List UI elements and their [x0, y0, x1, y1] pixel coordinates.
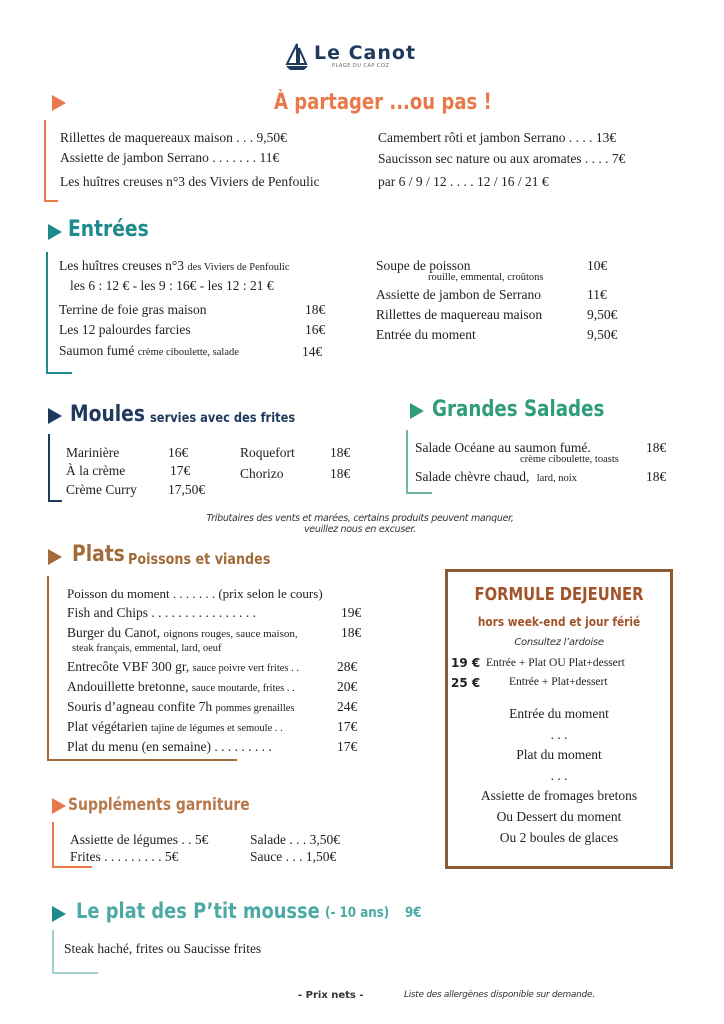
- entree-detail: rouille, emmental, croûtons: [428, 272, 544, 283]
- logo-tagline: PLAGE DU CAP COZ: [332, 63, 390, 69]
- formule-price: 25 €: [451, 676, 481, 690]
- formule-price: 19 €: [451, 656, 481, 670]
- entree-item: Saumon fumé crème ciboulette, salade: [59, 343, 239, 358]
- salades-title: Grandes Salades: [432, 397, 605, 422]
- supplement-item: Sauce . . . 1,50€: [250, 849, 337, 864]
- entree-price: 11€: [587, 287, 607, 302]
- moules-bracket: [48, 434, 62, 502]
- moule-item: Marinière: [66, 445, 120, 460]
- salade-price: 18€: [646, 469, 667, 484]
- plats-title: Plats: [72, 542, 125, 567]
- ptit-mousse-price: 9€: [405, 905, 422, 921]
- moules-subtitle: servies avec des frites: [150, 411, 296, 426]
- moule-item: À la crème: [66, 463, 126, 478]
- sailboat-icon: [284, 42, 310, 72]
- partager-right-item: Camembert rôti et jambon Serrano . . . . 13€: [378, 130, 617, 145]
- salade-price: 18€: [646, 440, 667, 455]
- logo: [284, 42, 444, 72]
- formule-line: . . .: [550, 768, 568, 783]
- entree-item: les 6 : 12 € - les 9 : 16€ - les 12 : 21 €: [70, 278, 274, 293]
- salade-item: Salade Océane au saumon fumé.: [415, 440, 591, 455]
- entree-item: Les 12 palourdes farcies: [59, 322, 191, 337]
- partager-bracket: [44, 120, 58, 202]
- plat-item: Fish and Chips . . . . . . . . . . . . . . . .: [67, 605, 257, 620]
- entree-item: Entrée du moment: [376, 327, 476, 342]
- entree-item: Les huîtres creuses n°3 des Viviers de Penfoulic: [59, 258, 290, 273]
- ptit-mousse-heading: [76, 899, 363, 923]
- salade-detail: crème ciboulette, toasts: [520, 454, 619, 465]
- moule-item: Roquefort: [240, 445, 295, 460]
- formule-line: Ou 2 boules de glaces: [499, 830, 619, 845]
- formule-note: Consultez l’ardoise: [514, 637, 604, 648]
- supplements-title: Suppléments garniture: [68, 795, 250, 815]
- supplement-item: Salade . . . 3,50€: [250, 832, 340, 847]
- plat-price: 19€: [341, 605, 362, 620]
- plats-arrow-icon: [48, 549, 62, 565]
- entree-item: Soupe de poisson: [376, 258, 471, 273]
- formule-price-label: Entrée + Plat+dessert: [509, 676, 608, 688]
- formule-line: . . .: [550, 727, 568, 742]
- entree-price: 9,50€: [587, 307, 618, 322]
- entree-price: 10€: [587, 258, 608, 273]
- plat-price: 20€: [337, 679, 358, 694]
- partager-left-item: Assiette de jambon Serrano . . . . . . . 11€: [60, 150, 280, 165]
- plats-subtitle: Poissons et viandes: [128, 550, 271, 568]
- formule-line: Assiette de fromages bretons: [480, 788, 638, 803]
- plat-item: Andouillette bretonne, sauce moutarde, frites . .: [67, 679, 295, 694]
- entree-item: Assiette de jambon de Serrano: [376, 287, 541, 302]
- moules-arrow-icon: [48, 408, 62, 424]
- partager-left-item: Rillettes de maquereaux maison . . . 9,50€: [60, 130, 287, 145]
- partager-arrow-icon: [52, 95, 66, 111]
- salade-item: Salade chèvre chaud, lard, noix: [415, 469, 577, 484]
- plat-detail: steak français, emmental, lard, oeuf: [72, 643, 222, 654]
- plat-item: Entrecôte VBF 300 gr, sauce poivre vert frites . .: [67, 659, 299, 674]
- entree-price: 9,50€: [587, 327, 618, 342]
- moule-price: 18€: [330, 466, 351, 481]
- partager-left-item: Les huîtres creuses n°3 des Viviers de Penfoulic: [60, 174, 320, 189]
- entree-price: 16€: [305, 322, 326, 337]
- salades-arrow-icon: [410, 403, 424, 419]
- moule-price: 16€: [168, 445, 189, 460]
- plat-price: 24€: [337, 699, 358, 714]
- moule-item: Crème Curry: [66, 482, 137, 497]
- tributaires-note: Tributaires des vents et marées, certains produits peuvent manquer, veuillez nous en excuser.: [206, 513, 514, 535]
- ptit-mousse-title: Le plat des P’tit mousse: [76, 899, 320, 923]
- formule-subtitle: hors week-end et jour férié: [477, 615, 641, 629]
- allergenes-note: Liste des allergènes disponible sur demande.: [404, 990, 595, 1000]
- plat-item: Plat du menu (en semaine) . . . . . . . . .: [67, 739, 272, 754]
- moule-price: 18€: [330, 445, 351, 460]
- partager-title: À partager ...ou pas !: [274, 90, 492, 115]
- formule-price-label: Entrée + Plat OU Plat+dessert: [486, 657, 625, 669]
- entrees-title: Entrées: [68, 217, 149, 242]
- moule-price: 17€: [170, 463, 191, 478]
- ptit-mousse-desc: Steak haché, frites ou Saucisse frites: [64, 941, 262, 956]
- ptit-mousse-age: (- 10 ans): [325, 905, 390, 921]
- entree-item: Rillettes de maquereau maison: [376, 307, 543, 322]
- plat-price: 17€: [337, 719, 358, 734]
- entree-price: 18€: [305, 302, 326, 317]
- partager-right-item: par 6 / 9 / 12 . . . . 12 / 16 / 21 €: [378, 174, 549, 189]
- supplements-arrow-icon: [52, 798, 66, 814]
- plat-item: Poisson du moment . . . . . . . (prix selon le cours): [67, 586, 323, 601]
- moules-title: Moules: [70, 402, 145, 427]
- entree-item: Terrine de foie gras maison: [59, 302, 207, 317]
- logo-name: Le Canot: [314, 42, 417, 64]
- moule-price: 17,50€: [168, 482, 206, 497]
- formule-title: FORMULE DEJEUNER: [474, 584, 644, 605]
- moule-item: Chorizo: [240, 466, 284, 481]
- entrees-arrow-icon: [48, 224, 62, 240]
- supplement-item: Assiette de légumes . . 5€: [70, 832, 209, 847]
- ptit-mousse-arrow-icon: [52, 906, 66, 922]
- plat-price: 18€: [341, 625, 362, 640]
- supplement-item: Frites . . . . . . . . . 5€: [70, 849, 179, 864]
- plat-price: 28€: [337, 659, 358, 674]
- prix-nets: - Prix nets -: [298, 990, 364, 1001]
- formule-line: Entrée du moment: [509, 706, 609, 721]
- plat-price: 17€: [337, 739, 358, 754]
- plat-item: Souris d’agneau confite 7h pommes grenailles: [67, 699, 295, 714]
- entree-price: 14€: [302, 344, 323, 359]
- plat-item: Burger du Canot, oignons rouges, sauce maison,: [67, 625, 298, 640]
- partager-right-item: Saucisson sec nature ou aux aromates . . . . 7€: [378, 151, 626, 166]
- formule-line: Ou Dessert du moment: [496, 809, 622, 824]
- plat-item: Plat végétarien tajine de légumes et semoule . .: [67, 719, 283, 734]
- formule-line: Plat du moment: [516, 747, 602, 762]
